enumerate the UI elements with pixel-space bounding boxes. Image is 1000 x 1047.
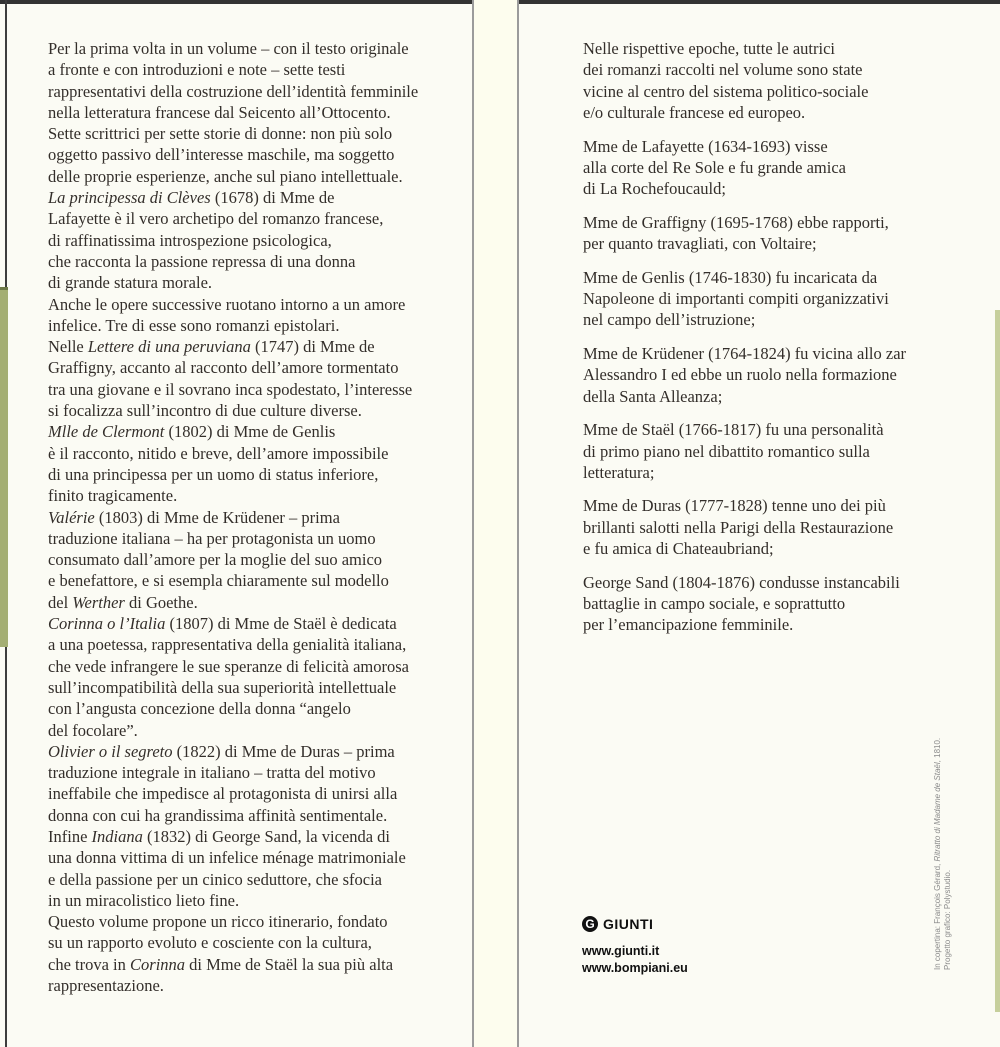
publisher-url-giunti: www.giunti.it bbox=[582, 944, 660, 958]
author-paragraph: Nelle rispettive epoche, tutte le autrici dei romanzi raccolti nel volume sono state vicine al centro del sistema politico-sociale e/o culturale francese ed europeo. bbox=[583, 39, 869, 123]
author-paragraph: Mme de Genlis (1746-1830) fu incaricata da Napoleone di importanti compiti organizzativi nel campo dell’istruzione; bbox=[583, 267, 889, 330]
giunti-logo-icon bbox=[582, 916, 598, 932]
author-paragraph: Mme de Krüdener (1764-1824) fu vicina allo zar Alessandro I ed ebbe un ruolo nella formazione della Santa Alleanza; bbox=[583, 343, 907, 406]
author-paragraph: George Sand (1804-1876) condusse instancabili battaglie in campo sociale, e soprattutto per l’emancipazione femminile. bbox=[583, 572, 900, 635]
cover-edge-strip-left bbox=[0, 287, 8, 647]
publisher-url-bompiani: www.bompiani.eu bbox=[582, 961, 688, 975]
cover-edge-strip-right bbox=[995, 310, 1000, 1012]
giunti-logo-text: GIUNTI bbox=[603, 916, 654, 932]
author-paragraph: Mme de Graffigny (1695-1768) ebbe rapporti, per quanto travagliati, con Voltaire; bbox=[583, 212, 889, 254]
cover-credits-rotated bbox=[933, 737, 953, 970]
author-paragraph: Mme de Duras (1777-1828) tenne uno dei più brillanti salotti nella Parigi della Restaurazione e fu amica di Chateaubriand; bbox=[583, 496, 894, 559]
author-paragraph: Mme de Lafayette (1634-1693) visse alla corte del Re Sole e fu grande amica di La Rochefoucauld; bbox=[583, 136, 846, 199]
design-credit-line: Progetto grafico: Polystudio. bbox=[943, 869, 952, 970]
cover-credit-line: In copertina: François Gérard, Ritratto di Madame de Staël, 1810. bbox=[933, 737, 942, 970]
giunti-logo bbox=[582, 916, 688, 932]
right-flap-text bbox=[583, 38, 958, 648]
svg-text:G: G bbox=[585, 917, 595, 932]
publisher-block bbox=[582, 916, 688, 977]
flap-gutter bbox=[474, 0, 517, 1047]
author-paragraph: Mme de Staël (1766-1817) fu una personalità di primo piano nel dibattito romantico sulla letteratura; bbox=[583, 420, 884, 482]
left-flap-text: Per la prima volta in un volume – con il testo originale a fronte e con introduzioni e note – sette testi rappresentativi della costruzione dell’identità femminile nella letteratura francese dal Seicento all’Ottocento. Sette scrittrici per sette storie di donne: non più solo oggetto passivo dell’interesse maschile, ma soggetto delle proprie esperienze, anche sul piano intellettuale. La principessa di Clèves (1678) di Mme de Lafayette è il vero archetipo del romanzo francese, di raffinatissima introspezione psicologica, che racconta la passione repressa di una donna di grande statura morale. Anche le opere successive ruotano intorno a un amore infelice. Tre di esse sono romanzi epistolari. Nelle Lettere di una peruviana (1747) di Mme de Graffigny, accanto al racconto dell’amore tormentato tra una giovane e il sovrano inca spodestato, l’interesse si focalizza sull’incontro di due culture diverse. Mlle de Clermont (1802) di Mme de Genlis è il racconto, nitido e breve, dell’amore impossibile di una principessa per un uomo di status inferiore, finito tragicamente. Valérie (1803) di Mme de Krüdener – prima traduzione italiana – ha per protagonista un uomo consumato dall’amore per la moglie del suo amico e benefattore, e si esempla chiaramente sul modello del Werther di Goethe. Corinna o l’Italia (1807) di Mme de Staël è dedicata a una poetessa, rappresentativa della genialità italiana, che vede infrangere le sue speranze di felicità amorosa sull’incompatibilità della sua superiorità intellettuale con l’angusta concezione della donna “angelo del focolare”. Olivier o il segreto (1822) di Mme de Duras – prima traduzione integrale in italiano – tratta del motivo ineffabile che impedisce al protagonista di unirsi alla donna con cui ha grandissima affinità sentimentale. Infine Indiana (1832) di George Sand, la vicenda di una donna vittima di un infelice ménage matrimoniale e della passione per un cinico seduttore, che sfocia in un miracolistico lieto fine. Questo volume propone un ricco itinerario, fondato su un rapporto evoluto e cosciente con la cultura, che trova in Corinna di Mme de Staël la sua più alta rappresentazione. bbox=[48, 39, 419, 996]
gutter-right-line bbox=[517, 0, 519, 1047]
gutter-left-line bbox=[472, 0, 474, 1047]
